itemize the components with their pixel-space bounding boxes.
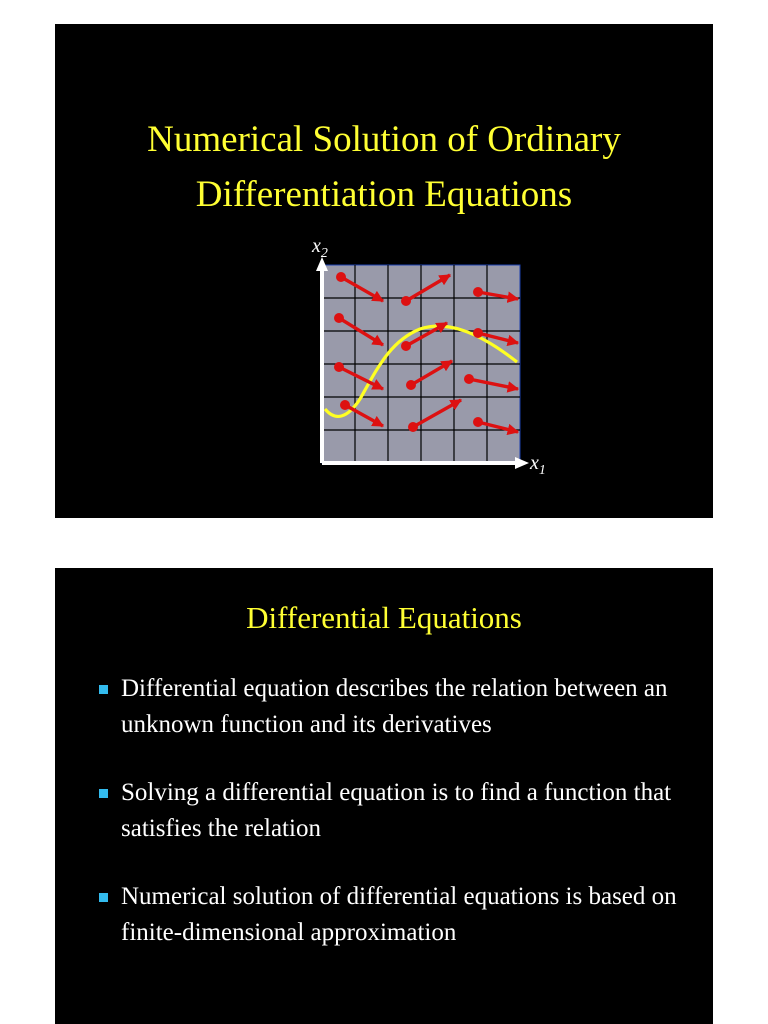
arrow-origin-dot xyxy=(473,287,483,297)
arrow-origin-dot xyxy=(340,400,350,410)
arrow-origin-dot xyxy=(464,374,474,384)
arrow-origin-dot xyxy=(401,296,411,306)
slide-2 xyxy=(55,568,713,1024)
bullet-item xyxy=(95,671,685,743)
arrow-origin-dot xyxy=(473,328,483,338)
arrow-origin-dot xyxy=(334,362,344,372)
bullet-text: Solving a differential equation is to find a function that satisfies the relation xyxy=(121,779,672,842)
arrow-origin-dot xyxy=(336,272,346,282)
slide-1-title xyxy=(55,112,713,222)
title-line-2: Differentiation Equations xyxy=(195,174,573,215)
bullet-list xyxy=(95,671,685,983)
bullet-text: Numerical solution of differential equations is based on finite-dimensional approximation xyxy=(121,883,677,946)
title-line-1: Numerical Solution of Ordinary xyxy=(147,119,621,160)
arrow-origin-dot xyxy=(406,380,416,390)
x-axis-label: $x_1$ xyxy=(530,452,546,478)
arrow-origin-dot xyxy=(334,313,344,323)
arrow-origin-dot xyxy=(401,341,411,351)
bullet-square-icon xyxy=(99,685,108,694)
y-axis-label: $x_2$ xyxy=(312,235,328,261)
arrow-origin-dot xyxy=(473,417,483,427)
slide-1 xyxy=(55,24,713,518)
bullet-text: Differential equation describes the relation between an unknown function and its derivatives xyxy=(121,675,668,738)
bullet-square-icon xyxy=(99,789,108,798)
arrow-origin-dot xyxy=(408,422,418,432)
bullet-item xyxy=(95,879,685,951)
direction-field-figure xyxy=(305,229,605,489)
bullet-item xyxy=(95,775,685,847)
slide-2-title: Differential Equations xyxy=(246,600,522,635)
bullet-square-icon xyxy=(99,893,108,902)
